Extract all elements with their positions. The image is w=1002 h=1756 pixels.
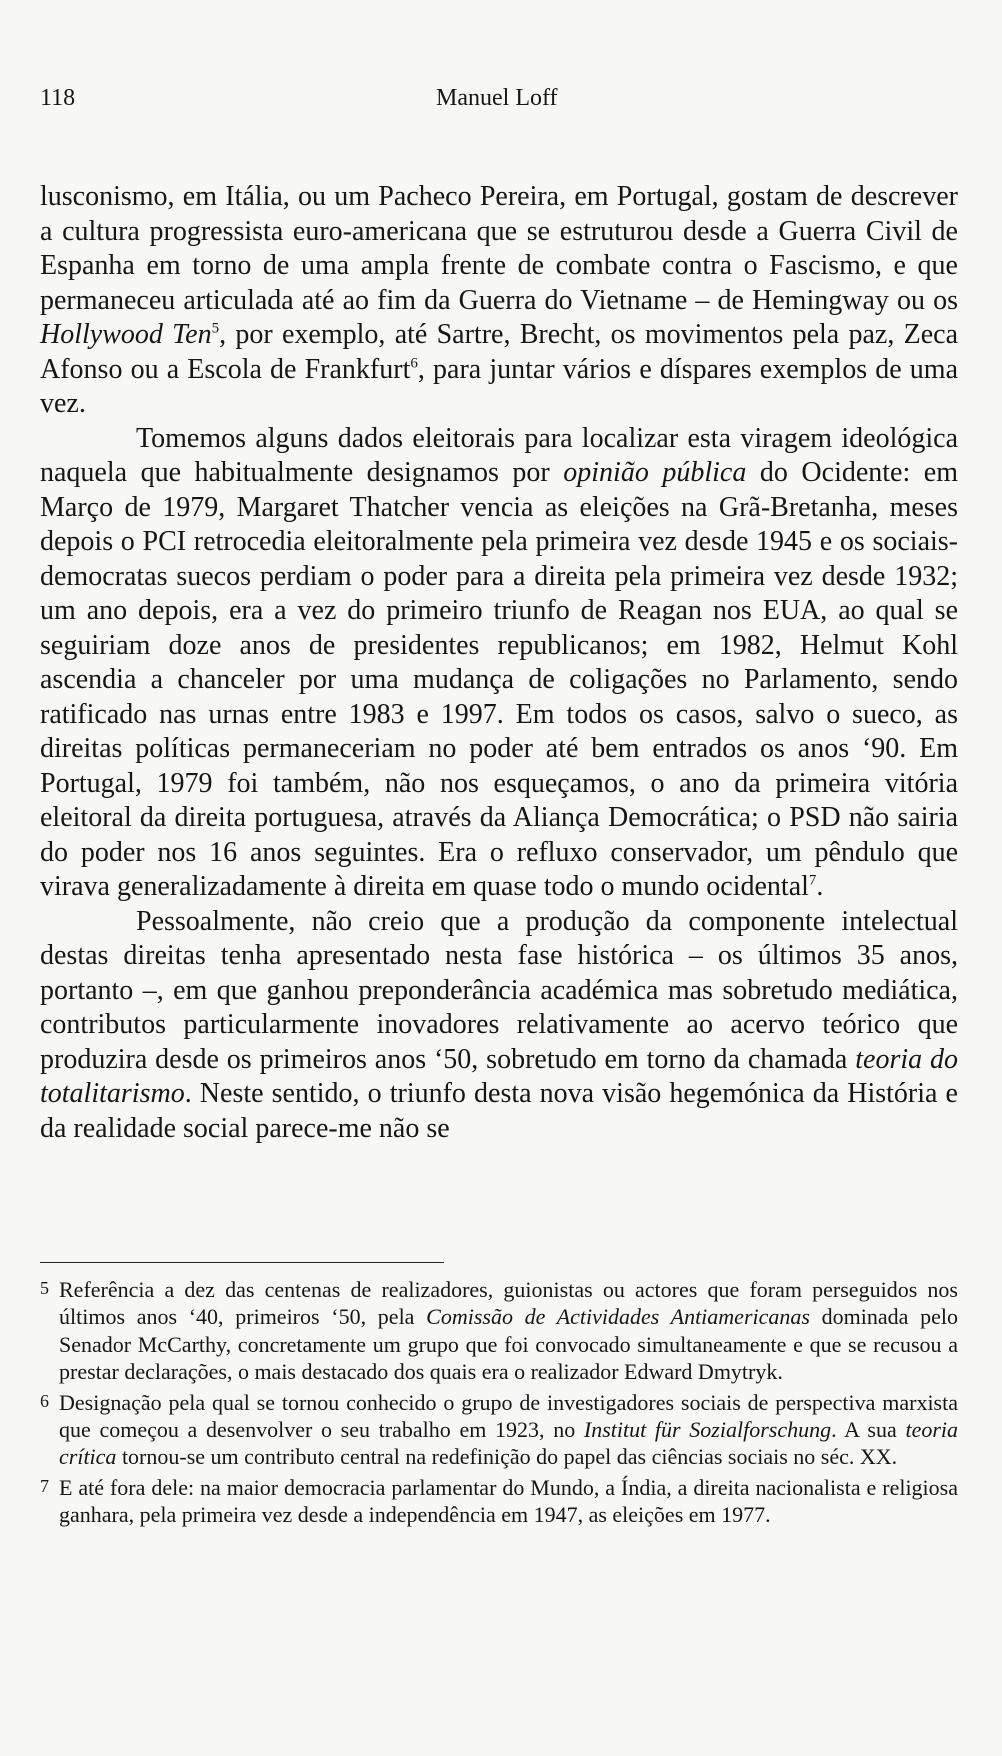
paragraph-2 <box>40 422 958 905</box>
running-head: Manuel Loff <box>436 85 558 111</box>
paragraph-3-text-b: . Neste sentido, o triunfo desta nova visão hegemónica da História e da realidade social parece-me não se <box>40 1078 958 1144</box>
paragraph-2-text-a: Tomemos alguns dados eleitorais para localizar esta viragem ideológica naquela que habitualmente designamos por <box>40 422 958 488</box>
paragraph-1 <box>40 180 958 422</box>
footnote-ref-5: 5 <box>211 320 220 337</box>
paragraph-3 <box>40 905 958 1147</box>
paragraph-1-text-a: lusconismo, em Itália, ou um Pacheco Pereira, em Portugal, gostam de descrever a cultura progressista euro-americana que se estruturou desde a Guerra Civil de Espanha em torno de uma ampla frente de combate contra o Fascismo, e que permaneceu articulada até ao fim da Guerra do Vietname – de Hemingway ou os <box>40 181 958 316</box>
footnote-5-text-b: dominada pelo Senador McCarthy, concretamente um grupo que foi convocado simultaneamente e que se recusou a prestar declarações, o mais destacado dos quais era o realizador Edward Dmytryk. <box>59 1304 958 1385</box>
teoria-totalitarismo-italic: teoria do totalitarismo <box>40 1043 958 1109</box>
footnote-divider <box>40 1262 444 1263</box>
footnote-7-text: E até fora dele: na maior democracia parlamentar do Mundo, a Índia, a direita nacionalista e religiosa ganhara, pela primeira vez desde a independência em 1947, as eleições em 1977. <box>59 1474 958 1528</box>
paragraph-1-text-c: , para juntar vários e díspares exemplos de uma vez. <box>40 353 959 419</box>
page-number: 118 <box>40 85 76 111</box>
paragraph-3-text-a: Pessoalmente, não creio que a produção da componente intelectual destas direitas tenha apresentado nesta fase histórica – os últimos 35 anos, portanto –, em que ganhou preponderância académica mas sobretudo mediática, contributos particularmente inovadores relativamente ao acervo teórico que produzira desde os primeiros anos ‘50, sobretudo em torno da chamada <box>40 905 958 1075</box>
footnote-7-number: 7 <box>40 1475 49 1496</box>
paragraph-2-text-c: . <box>816 871 824 902</box>
footnote-6 <box>40 1389 958 1471</box>
footnotes <box>40 1276 958 1532</box>
footnote-5-number: 5 <box>40 1278 49 1298</box>
footnote-6-text-c: tornou-se um contributo central na redefinição do papel das ciências sociais no séc. XX. <box>116 1444 898 1470</box>
footnote-6-italic-b: teoria crítica <box>59 1417 959 1470</box>
paragraph-1-text-b: , por exemplo, até Sartre, Brecht, os movimentos pela paz, Zeca Afonso ou a Escola de Frankfurt <box>40 319 959 385</box>
page-header <box>40 82 962 114</box>
footnote-5 <box>40 1276 958 1386</box>
hollywood-ten-italic: Hollywood Ten <box>40 319 212 350</box>
footnote-5-text-a: Referência a dez das centenas de realizadores, guionistas ou actores que foram perseguidos nos últimos anos ‘40, primeiros ‘50, pela <box>59 1277 958 1330</box>
body-text <box>40 180 958 1146</box>
footnote-5-italic: Comissão de Actividades Antiamericanas <box>426 1304 810 1330</box>
footnote-6-italic-a: Institut für Sozialforschung <box>583 1417 832 1443</box>
paragraph-2-text-b: do Ocidente: em Março de 1979, Margaret Thatcher vencia as eleições na Grã-Bretanha, meses depois o PCI retrocedia eleitoralmente pela primeira vez desde 1945 e os sociais-democratas suecos perdiam o poder para a direita pela primeira vez desde 1932; um ano depois, era a vez do primeiro triunfo de Reagan nos EUA, ao qual se seguiriam doze anos de presidentes republicanos; em 1982, Helmut Kohl ascendia a chanceler por uma mudança de coligações no Parlamento, sendo ratificado nas urnas entre 1983 e 1997. Em todos os casos, salvo o sueco, as direitas políticas permaneceriam no poder até bem entrados os anos ‘90. Em Portugal, 1979 foi também, não nos esqueçamos, o ano da primeira vitória eleitoral da direita portuguesa, através da Aliança Democrática; o PSD não sairia do poder nos 16 anos seguintes. Era o refluxo conservador, um pêndulo que virava generalizadamente à direita em quase todo o mundo ocidental <box>40 457 958 902</box>
footnote-6-number: 6 <box>40 1390 49 1411</box>
footnote-6-text-b: . A sua <box>831 1417 906 1443</box>
footnote-7 <box>40 1474 958 1529</box>
footnote-ref-7: 7 <box>808 872 817 889</box>
footnote-6-text-a: Designação pela qual se tornou conhecido o grupo de investigadores sociais de perspectiva marxista que começou a desenvolver o seu trabalho em 1923, no <box>59 1389 958 1443</box>
footnote-ref-6: 6 <box>410 355 418 372</box>
opiniao-publica-italic: opinião pública <box>563 457 747 488</box>
